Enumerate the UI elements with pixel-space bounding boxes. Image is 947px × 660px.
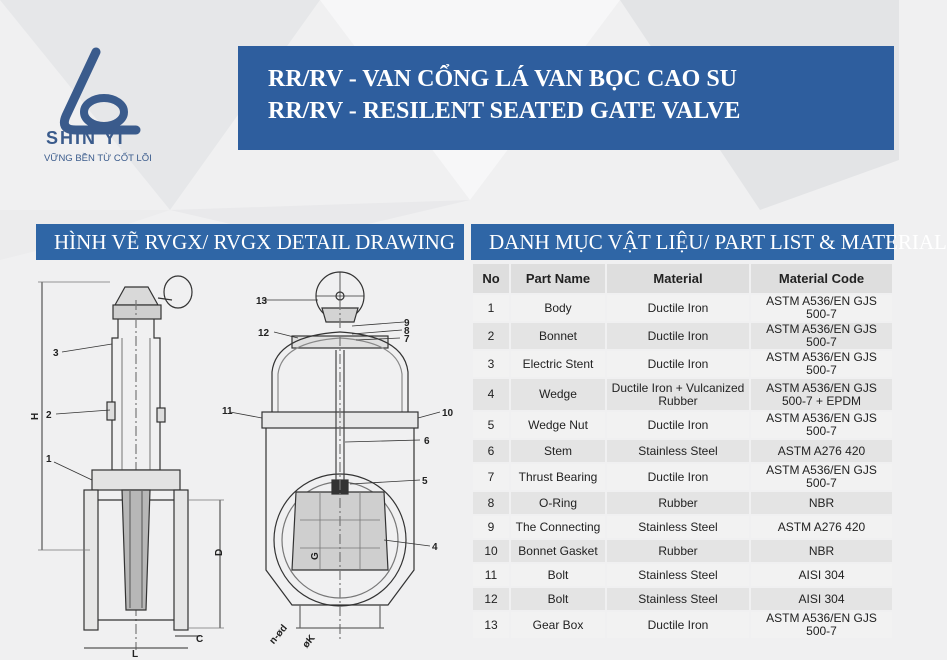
table-row xyxy=(472,539,893,563)
cell-part-name: The Connecting xyxy=(510,515,606,539)
cell-no: 1 xyxy=(472,294,510,322)
title-vietnamese: RR/RV - VAN CỔNG LÁ VAN BỌC CAO SU xyxy=(268,66,738,92)
cell-part-name: O-Ring xyxy=(510,491,606,515)
cell-material-code: AISI 304 xyxy=(750,563,893,587)
table-header-row xyxy=(472,263,893,294)
table-row xyxy=(472,563,893,587)
header-part-name: Part Name xyxy=(510,263,606,294)
cell-material: Stainless Steel xyxy=(606,439,750,463)
side-view-drawing xyxy=(38,276,224,650)
cell-material-code: ASTM A536/EN GJS 500-7 xyxy=(750,611,893,639)
cell-no: 8 xyxy=(472,491,510,515)
cell-part-name: Thrust Bearing xyxy=(510,463,606,491)
cell-material-code: ASTM A536/EN GJS 500-7 xyxy=(750,411,893,439)
cell-material: Ductile Iron xyxy=(606,322,750,350)
cell-material-code: ASTM A536/EN GJS 500-7 xyxy=(750,350,893,378)
cell-part-name: Wedge Nut xyxy=(510,411,606,439)
table-row xyxy=(472,378,893,411)
dim-c: C xyxy=(196,634,204,645)
logo-name: SHIN YI xyxy=(46,128,125,148)
table-row xyxy=(472,439,893,463)
logo-slogan: VỮNG BỀN TỪ CỐT LÕI xyxy=(44,153,152,164)
cell-material-code: ASTM A276 420 xyxy=(750,515,893,539)
dim-d: D xyxy=(214,548,225,556)
cell-material: Ductile Iron xyxy=(606,611,750,639)
callout-2: 2 xyxy=(46,410,52,421)
cell-material-code: ASTM A536/EN GJS 500-7 xyxy=(750,463,893,491)
title-english: RR/RV - RESILENT SEATED GATE VALVE xyxy=(268,98,741,124)
cell-no: 4 xyxy=(472,378,510,411)
cell-no: 12 xyxy=(472,587,510,611)
cell-material-code: ASTM A536/EN GJS 500-7 xyxy=(750,322,893,350)
callout-9: 9 xyxy=(404,318,410,329)
cell-material: Ductile Iron + Vulcanized Rubber xyxy=(606,378,750,411)
cell-material: Rubber xyxy=(606,491,750,515)
table-row xyxy=(472,350,893,378)
dim-nd: n-ød xyxy=(267,622,290,647)
callout-5: 5 xyxy=(422,476,428,487)
cell-part-name: Bonnet xyxy=(510,322,606,350)
cell-no: 7 xyxy=(472,463,510,491)
cell-material-code: ASTM A536/EN GJS 500-7 xyxy=(750,294,893,322)
cell-part-name: Stem xyxy=(510,439,606,463)
valve-detail-drawing xyxy=(0,262,468,660)
cell-no: 13 xyxy=(472,611,510,639)
cell-material-code: AISI 304 xyxy=(750,587,893,611)
cell-no: 5 xyxy=(472,411,510,439)
parts-section-heading: DANH MỤC VẬT LIỆU/ PART LIST & MATERIAL xyxy=(471,224,894,260)
table-row xyxy=(472,491,893,515)
callout-1: 1 xyxy=(46,454,52,465)
gearbox-side-icon xyxy=(113,276,192,319)
header-no: No xyxy=(472,263,510,294)
cell-material: Stainless Steel xyxy=(606,587,750,611)
cell-part-name: Bonnet Gasket xyxy=(510,539,606,563)
cell-material-code: NBR xyxy=(750,491,893,515)
table-row xyxy=(472,515,893,539)
table-row xyxy=(472,611,893,639)
cell-material: Ductile Iron xyxy=(606,350,750,378)
table-row xyxy=(472,322,893,350)
cell-no: 2 xyxy=(472,322,510,350)
callout-12: 12 xyxy=(258,328,270,339)
cell-part-name: Bolt xyxy=(510,563,606,587)
cell-part-name: Bolt xyxy=(510,587,606,611)
cell-material: Ductile Iron xyxy=(606,463,750,491)
table-row xyxy=(472,463,893,491)
cell-material-code: ASTM A536/EN GJS 500-7 + EPDM xyxy=(750,378,893,411)
callout-11: 11 xyxy=(222,406,233,417)
front-callout-labels xyxy=(222,296,454,650)
title-banner xyxy=(238,46,894,150)
dim-l: L xyxy=(132,649,139,660)
cell-no: 3 xyxy=(472,350,510,378)
cell-part-name: Wedge xyxy=(510,378,606,411)
table-row xyxy=(472,294,893,322)
cell-material: Stainless Steel xyxy=(606,563,750,587)
callout-3: 3 xyxy=(53,348,59,359)
cell-part-name: Body xyxy=(510,294,606,322)
table-row xyxy=(472,587,893,611)
callout-4: 4 xyxy=(432,542,438,553)
callout-8: 8 xyxy=(404,326,410,337)
cell-no: 9 xyxy=(472,515,510,539)
cell-part-name: Gear Box xyxy=(510,611,606,639)
callout-13: 13 xyxy=(256,296,268,307)
dim-g: G xyxy=(310,552,321,560)
dim-k: øK xyxy=(300,633,318,651)
drawing-section-heading: HÌNH VẼ RVGX/ RVGX DETAIL DRAWING xyxy=(36,224,464,260)
header-material: Material xyxy=(606,263,750,294)
callout-6: 6 xyxy=(424,436,430,447)
cell-material: Rubber xyxy=(606,539,750,563)
cell-material: Ductile Iron xyxy=(606,294,750,322)
cell-material-code: NBR xyxy=(750,539,893,563)
cell-no: 10 xyxy=(472,539,510,563)
cell-part-name: Electric Stent xyxy=(510,350,606,378)
parts-table xyxy=(471,262,894,640)
dim-h: H xyxy=(30,412,41,420)
cell-no: 11 xyxy=(472,563,510,587)
cell-material: Ductile Iron xyxy=(606,411,750,439)
callout-7: 7 xyxy=(404,334,410,345)
table-row xyxy=(472,411,893,439)
cell-material: Stainless Steel xyxy=(606,515,750,539)
callout-10: 10 xyxy=(442,408,454,419)
header-material-code: Material Code xyxy=(750,263,893,294)
cell-material-code: ASTM A276 420 xyxy=(750,439,893,463)
cell-no: 6 xyxy=(472,439,510,463)
